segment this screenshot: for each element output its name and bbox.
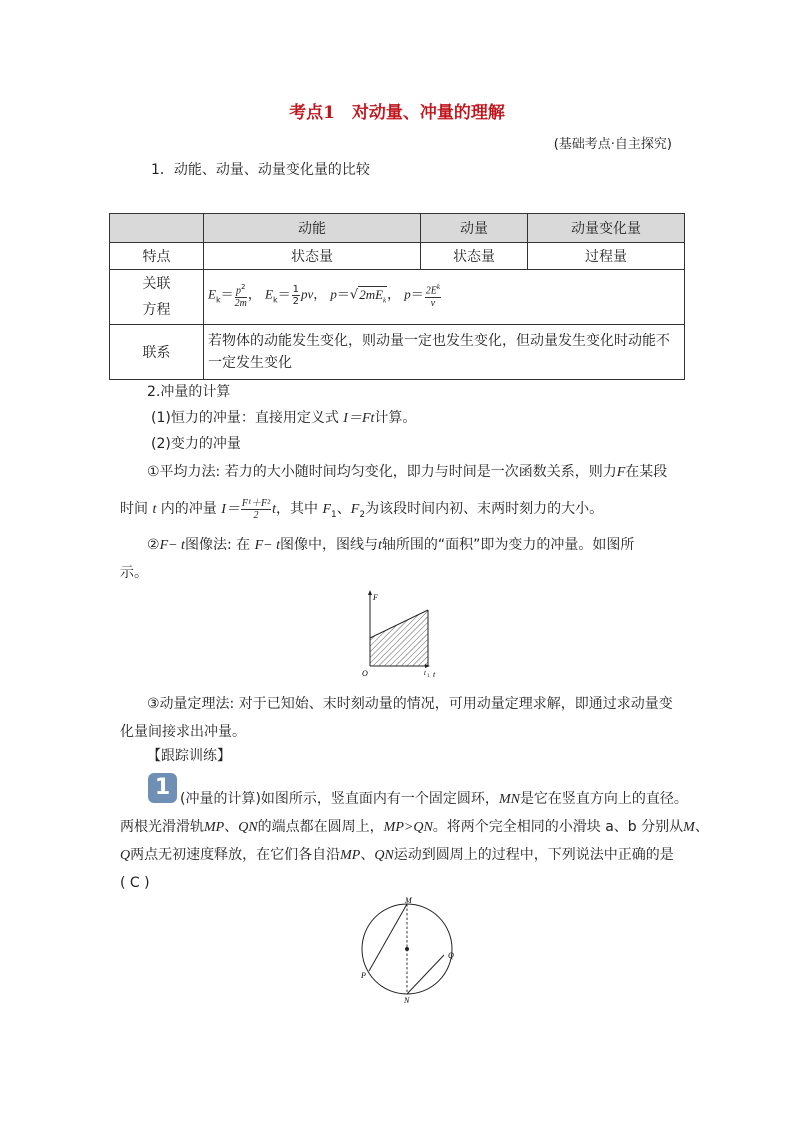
- method-2-text: 图像中，图线与: [279, 537, 378, 553]
- formula-subscript: k: [383, 296, 387, 305]
- fraction: [425, 282, 441, 308]
- method-2-text: 轴所围的“面积”即为变力的冲量。如图所: [381, 537, 635, 553]
- force-time-graph: [360, 588, 440, 680]
- formula-symbol: F− t: [254, 538, 280, 553]
- fraction: [241, 498, 271, 521]
- formula-symbol: 2E: [425, 285, 437, 297]
- page-title: 考点1 对动量、冲量的理解: [289, 103, 505, 123]
- item-1: [151, 408, 416, 429]
- answer: ( C ): [120, 875, 150, 891]
- formula-symbol: MP: [340, 848, 361, 863]
- impulse-area: [370, 610, 428, 666]
- point-Q-label: Q: [448, 951, 454, 960]
- subtitle: (基础考点·自主探究): [553, 137, 672, 152]
- table-header-cell: 动量变化量: [528, 214, 685, 243]
- point-M-label: M: [405, 896, 412, 905]
- formula-symbol: F: [350, 502, 360, 517]
- method-1-text: ，其中: [276, 501, 319, 517]
- formula-denominator: 2m: [234, 297, 247, 309]
- table-cell: 过程量: [528, 243, 685, 270]
- method-2-text: ②: [147, 537, 160, 553]
- table-row: [110, 270, 685, 325]
- method-2-line-2: 示。: [120, 565, 148, 581]
- table-cell: 状态量: [421, 243, 528, 270]
- formula-subscript: k: [215, 295, 221, 305]
- relation-formulas: $E_k=$ $\frac{p^2}{2m}$ ， $E_k=$ $\frac{1}{2}$ pv， $p=√2mE_k$， p＝ $\frac{2E^k}{v}$: [204, 270, 685, 325]
- formula-subscript: k: [272, 295, 278, 305]
- formula-symbol: Q: [120, 848, 131, 863]
- item-1-formula: I＝Ft: [343, 411, 375, 426]
- formula-symbol: F: [322, 502, 332, 517]
- center-point: [405, 947, 409, 951]
- question-text: 是它在竖直方向上的直径。: [519, 791, 688, 807]
- t1-label: t: [424, 669, 426, 677]
- t1-subscript: 1: [427, 674, 430, 679]
- table-row: [110, 243, 685, 270]
- item-2: (2)变力的冲量: [151, 436, 241, 452]
- formula-symbol: 2mE: [359, 287, 384, 303]
- fraction: [235, 282, 247, 308]
- fraction: [292, 284, 300, 307]
- table-header-cell: [110, 214, 204, 243]
- axis-label-F: F: [373, 593, 378, 602]
- table-row: [110, 325, 685, 380]
- table-cell: 若物体的动能发生变化，则动量一定也发生变化，但动量发生变化时动能不一定发生变化: [204, 325, 685, 380]
- table-cell: 状态量: [204, 243, 421, 270]
- question-number-badge: 1: [148, 773, 177, 803]
- formula-symbol: t: [377, 538, 382, 553]
- rail-QN: [407, 955, 444, 994]
- method-1-text: 时间: [120, 501, 148, 517]
- method-1-line-2: [120, 496, 603, 528]
- method-3: ③动量定理法: 对于已知始、末时刻动量的情况，可用动量定理求解，即通过求动量变化量间接求出冲量。: [120, 696, 673, 740]
- method-1-text: ①平均力法: 若力的大小随时间均匀变化，即力与时间是一次函数关系，则力: [147, 464, 617, 480]
- rail-MP: [369, 904, 407, 971]
- table-header-row: [110, 214, 685, 243]
- formula-symbol: p: [404, 287, 411, 303]
- formula-symbol: t: [152, 502, 157, 517]
- formula-symbol: p: [235, 285, 241, 297]
- question-text: 两根光滑滑轨: [120, 819, 204, 835]
- formula-symbol: t: [272, 502, 277, 517]
- formula-symbol: I＝: [221, 502, 240, 517]
- relation-label-line2: 方程: [142, 302, 171, 318]
- relation-label-line1: 关联: [142, 276, 171, 292]
- axis-label-t: t: [433, 670, 436, 679]
- formula-numerator: 1: [292, 284, 299, 296]
- question-text: 运动到圆周上的过程中，下列说法中正确的是: [393, 847, 674, 863]
- formula-symbol: MP: [204, 820, 225, 835]
- method-2-text: 图像法: 在: [184, 537, 251, 553]
- question-line-2: [120, 817, 709, 838]
- formula-subscript: 1: [331, 509, 337, 520]
- formula-numerator: F¹＋F²: [241, 497, 271, 509]
- formula-symbol: E: [208, 287, 216, 303]
- formula-symbol: F− t: [159, 538, 185, 553]
- point-P-label: P: [361, 971, 366, 980]
- section-heading-2: 2.冲量的计算: [147, 384, 231, 400]
- method-1-line-1: [147, 462, 667, 483]
- training-heading: 【跟踪训练】: [147, 748, 231, 764]
- question-text: (冲量的计算)如图所示，竖直面内有一个固定圆环，: [180, 791, 499, 807]
- comparison-table: [109, 213, 685, 380]
- formula-denominator: v: [430, 297, 436, 309]
- section-heading-1: 1．动能、动量、动量变化量的比较: [151, 162, 370, 178]
- method-1-text: 在某段: [625, 464, 668, 480]
- question-line-3: [120, 845, 674, 866]
- formula-superscript: k: [436, 283, 441, 292]
- formula-symbol: F: [616, 465, 626, 480]
- table-header-cell: 动量: [421, 214, 528, 243]
- question-text: 、: [224, 819, 239, 835]
- origin-label: O: [362, 669, 368, 678]
- formula-symbol: p: [330, 287, 337, 303]
- table-cell: 特点: [110, 243, 204, 270]
- method-1-text: 、: [336, 501, 351, 517]
- table-cell: [110, 270, 204, 325]
- item-1-text: (1)恒力的冲量：直接用定义式: [151, 410, 339, 426]
- sqrt-content: [358, 286, 387, 305]
- question-text: 、: [694, 819, 709, 835]
- question-text: 两点无初速度释放，在它们各自沿: [130, 847, 341, 863]
- point-N-label: N: [404, 996, 410, 1005]
- method-2-line-1: [147, 535, 634, 556]
- item-1-end: 计算。: [374, 410, 417, 426]
- formula-denominator: 2: [253, 509, 259, 521]
- question-text: 的端点都在圆周上，: [257, 819, 384, 835]
- formula-superscript: 2: [240, 283, 246, 292]
- formula-symbol: MN: [498, 792, 520, 807]
- formula-symbol: QN: [238, 820, 258, 835]
- question-line-1: [180, 789, 688, 810]
- formula-subscript: 2: [359, 509, 366, 520]
- table-cell: 联系: [110, 325, 204, 380]
- table-header-cell: 动能: [204, 214, 421, 243]
- question-text: 、: [360, 847, 375, 863]
- formula-symbol: M: [683, 820, 695, 835]
- circle-diagram: [355, 895, 465, 1005]
- formula-denominator: 2: [292, 296, 299, 308]
- formula-symbol: MP>QN: [383, 820, 433, 835]
- method-1-text: 为该段时间内初、末两时刻力的大小。: [365, 501, 604, 517]
- y-axis-arrow-icon: [368, 590, 372, 595]
- method-1-text: 内的冲量: [160, 501, 217, 517]
- question-text: 。将两个完全相同的小滑块 a、b 分别从: [432, 819, 684, 835]
- formula-symbol: QN: [374, 848, 394, 863]
- formula-symbol: E: [264, 287, 273, 303]
- formula-symbol: pv: [300, 287, 314, 303]
